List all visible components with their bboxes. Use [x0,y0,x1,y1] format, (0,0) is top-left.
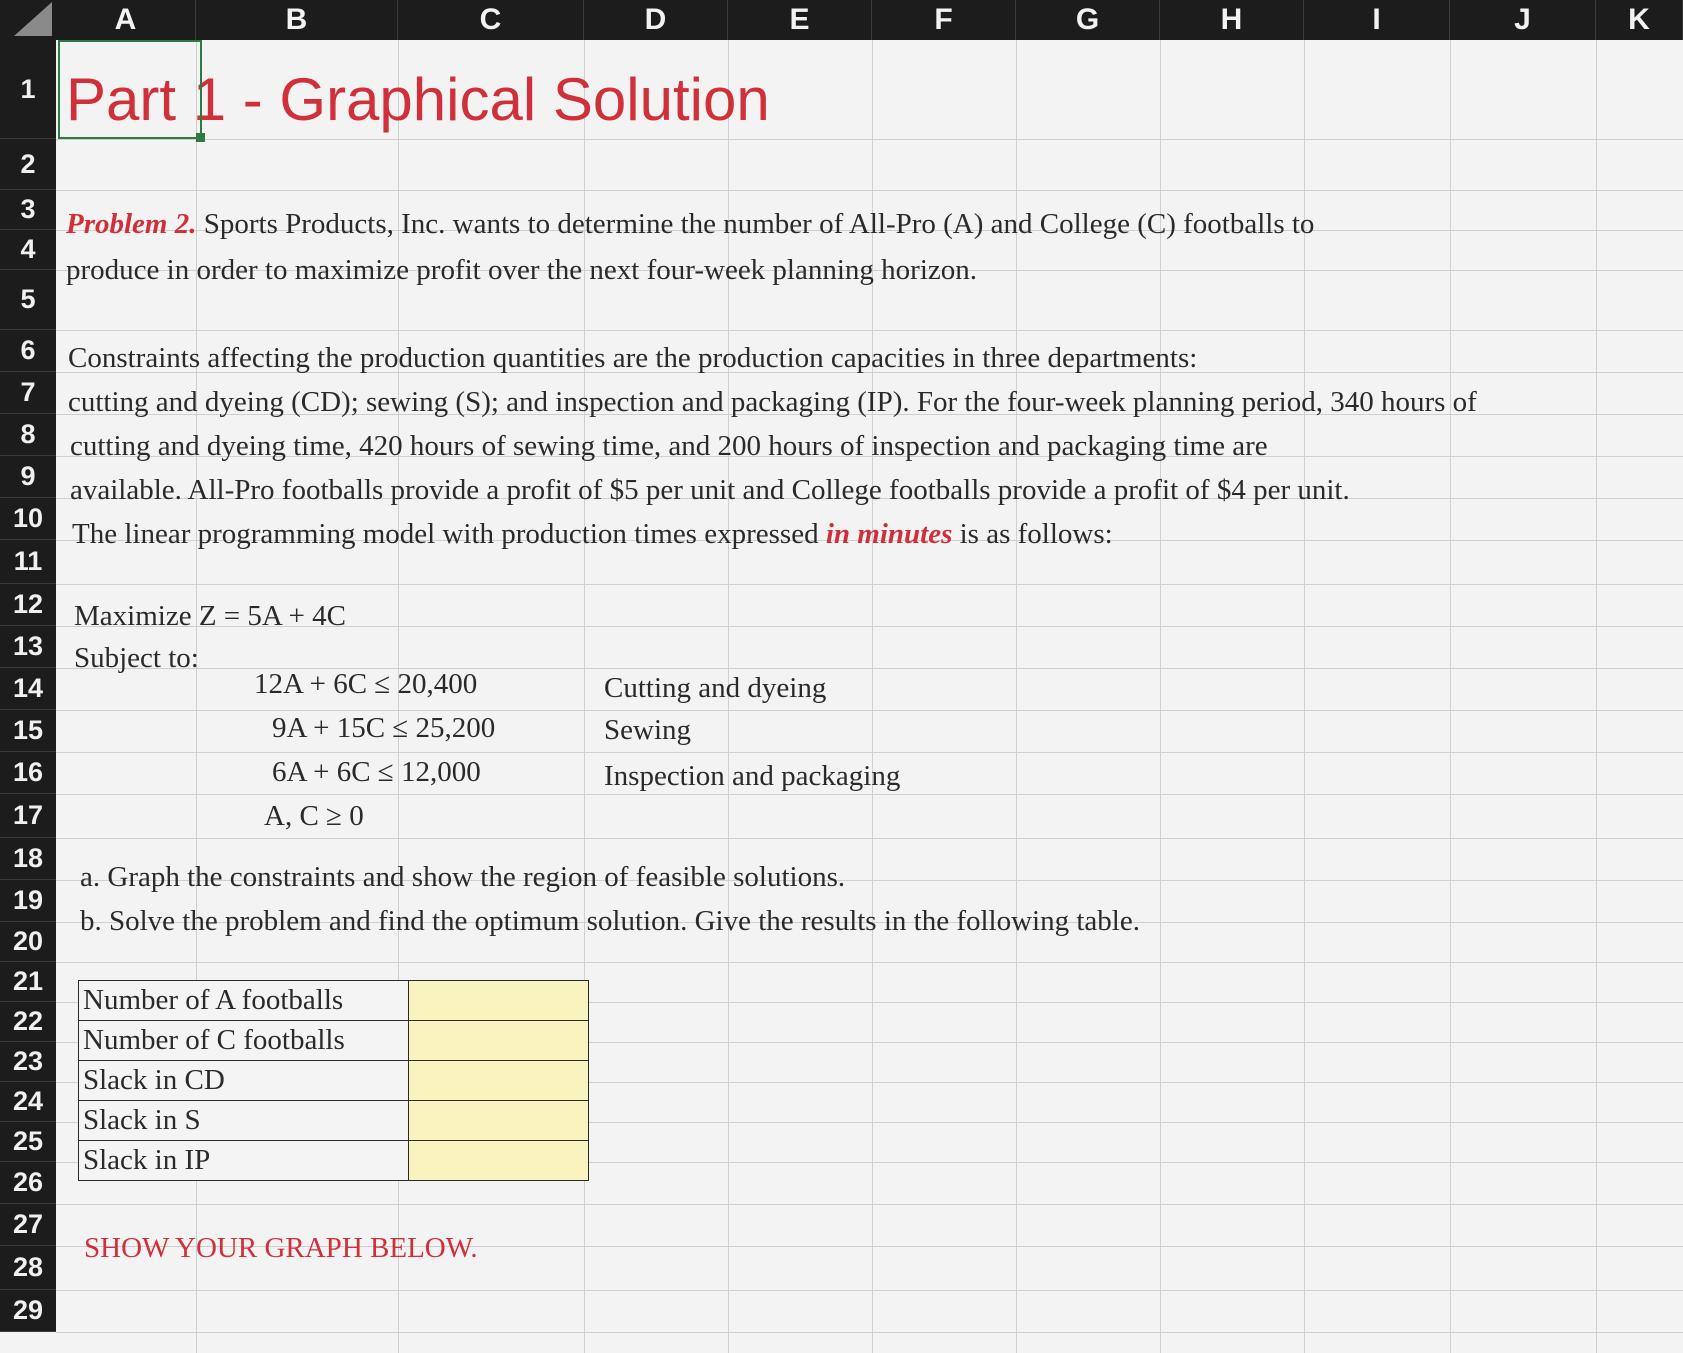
grid-row-line [56,584,1683,585]
row-header-27[interactable]: 27 [0,1204,56,1246]
row-header-22[interactable]: 22 [0,1002,56,1042]
constraints-line-9: available. All-Pro footballs provide a profit of $5 per unit and College footballs provide a profit of $4 per unit. [70,474,1350,506]
nonnegativity: A, C ≥ 0 [264,800,364,832]
row-header-21[interactable]: 21 [0,962,56,1002]
row-header-28[interactable]: 28 [0,1246,56,1290]
table-row [79,981,589,1021]
answer-cell-slack-ip[interactable] [409,1141,589,1181]
column-header-k[interactable]: K [1596,0,1683,40]
grid-row-line [56,710,1683,711]
grid-row-line [56,838,1683,839]
constraint-3-name: Inspection and packaging [604,760,901,792]
grid-row-line [56,1204,1683,1205]
table-row [79,1141,589,1181]
results-table [78,980,589,1181]
column-header-b[interactable]: B [196,0,398,40]
problem-label: Problem 2. [66,208,197,240]
graph-prompt: SHOW YOUR GRAPH BELOW. [84,1232,478,1264]
row-label: Slack in IP [79,1141,409,1181]
row-header-16[interactable]: 16 [0,752,56,794]
column-header-i[interactable]: I [1304,0,1450,40]
table-row [79,1101,589,1141]
grid-row-line [56,330,1683,331]
constraint-1-expr: 12A + 6C ≤ 20,400 [254,668,478,700]
row-header-9[interactable]: 9 [0,456,56,498]
row-label: Number of C footballs [79,1021,409,1061]
row-header-18[interactable]: 18 [0,838,56,880]
row-label: Slack in CD [79,1061,409,1101]
row-header-8[interactable]: 8 [0,414,56,456]
select-all-corner[interactable] [0,0,56,40]
problem-text-1: Sports Products, Inc. wants to determine the number of All-Pro (A) and College (C) footballs to [203,208,1315,240]
in-minutes-emphasis: in minutes [825,518,953,550]
problem-line-2: produce in order to maximize profit over the next four-week planning horizon. [66,254,978,286]
row-header-15[interactable]: 15 [0,710,56,752]
row-header-12[interactable]: 12 [0,584,56,626]
constraints-line-10 [72,518,1113,550]
question-a: a. Graph the constraints and show the region of feasible solutions. [80,861,846,893]
line10-post: is as follows: [952,518,1113,550]
fill-handle[interactable] [196,133,205,142]
row-header-20[interactable]: 20 [0,922,56,962]
table-row [79,1021,589,1061]
row-header-19[interactable]: 19 [0,880,56,922]
column-header-e[interactable]: E [728,0,872,40]
constraints-line-8: cutting and dyeing time, 420 hours of sewing time, and 200 hours of inspection and packaging time are [70,430,1268,462]
row-header-29[interactable]: 29 [0,1290,56,1332]
column-header-j[interactable]: J [1450,0,1596,40]
constraint-1-name: Cutting and dyeing [604,672,827,704]
row-header-4[interactable]: 4 [0,230,56,270]
row-header-11[interactable]: 11 [0,540,56,584]
column-header-a[interactable]: A [56,0,196,40]
row-header-14[interactable]: 14 [0,668,56,710]
grid-col-line [1596,40,1597,1353]
problem-line-1 [66,208,1314,240]
grid-row-line [56,1332,1683,1333]
objective-function: Maximize Z = 5A + 4C [74,600,346,632]
grid-row-line [56,1290,1683,1291]
row-header-6[interactable]: 6 [0,330,56,372]
row-header-26[interactable]: 26 [0,1162,56,1204]
question-b: b. Solve the problem and find the optimum solution. Give the results in the following table. [80,905,1140,937]
row-header-13[interactable]: 13 [0,626,56,668]
selected-cell-a1[interactable] [58,40,202,139]
row-header-5[interactable]: 5 [0,270,56,330]
row-header-25[interactable]: 25 [0,1122,56,1162]
constraint-2-name: Sewing [604,714,691,746]
constraint-3-expr: 6A + 6C ≤ 12,000 [272,756,481,788]
answer-cell-a-footballs[interactable] [409,981,589,1021]
grid-row-line [56,190,1683,191]
row-header-1[interactable]: 1 [0,40,56,139]
column-header-c[interactable]: C [398,0,584,40]
column-header-h[interactable]: H [1160,0,1304,40]
grid-row-line [56,752,1683,753]
row-header-23[interactable]: 23 [0,1042,56,1082]
answer-cell-slack-cd[interactable] [409,1061,589,1101]
line10-pre: The linear programming model with production times expressed [72,518,826,550]
column-header-d[interactable]: D [584,0,728,40]
row-header-10[interactable]: 10 [0,498,56,540]
column-header-g[interactable]: G [1016,0,1160,40]
constraint-2-expr: 9A + 15C ≤ 25,200 [272,712,496,744]
page-title: Part 1 - Graphical Solution [66,66,770,133]
row-header-2[interactable]: 2 [0,139,56,190]
table-row [79,1061,589,1101]
grid-col-line [1450,40,1451,1353]
answer-cell-slack-s[interactable] [409,1101,589,1141]
row-header-24[interactable]: 24 [0,1082,56,1122]
subject-to-label: Subject to: [74,642,199,674]
grid-row-line [56,794,1683,795]
answer-cell-c-footballs[interactable] [409,1021,589,1061]
constraints-line-7: cutting and dyeing (CD); sewing (S); and inspection and packaging (IP). For the four-week planning period, 340 hours of [68,386,1477,418]
column-header-f[interactable]: F [872,0,1016,40]
row-label: Number of A footballs [79,981,409,1021]
grid-row-line [56,139,1683,140]
row-header-7[interactable]: 7 [0,372,56,414]
row-header-3[interactable]: 3 [0,190,56,230]
grid-row-line [56,962,1683,963]
row-label: Slack in S [79,1101,409,1141]
constraints-line-6: Constraints affecting the production quantities are the production capacities in three departments: [68,342,1198,374]
row-header-17[interactable]: 17 [0,794,56,838]
